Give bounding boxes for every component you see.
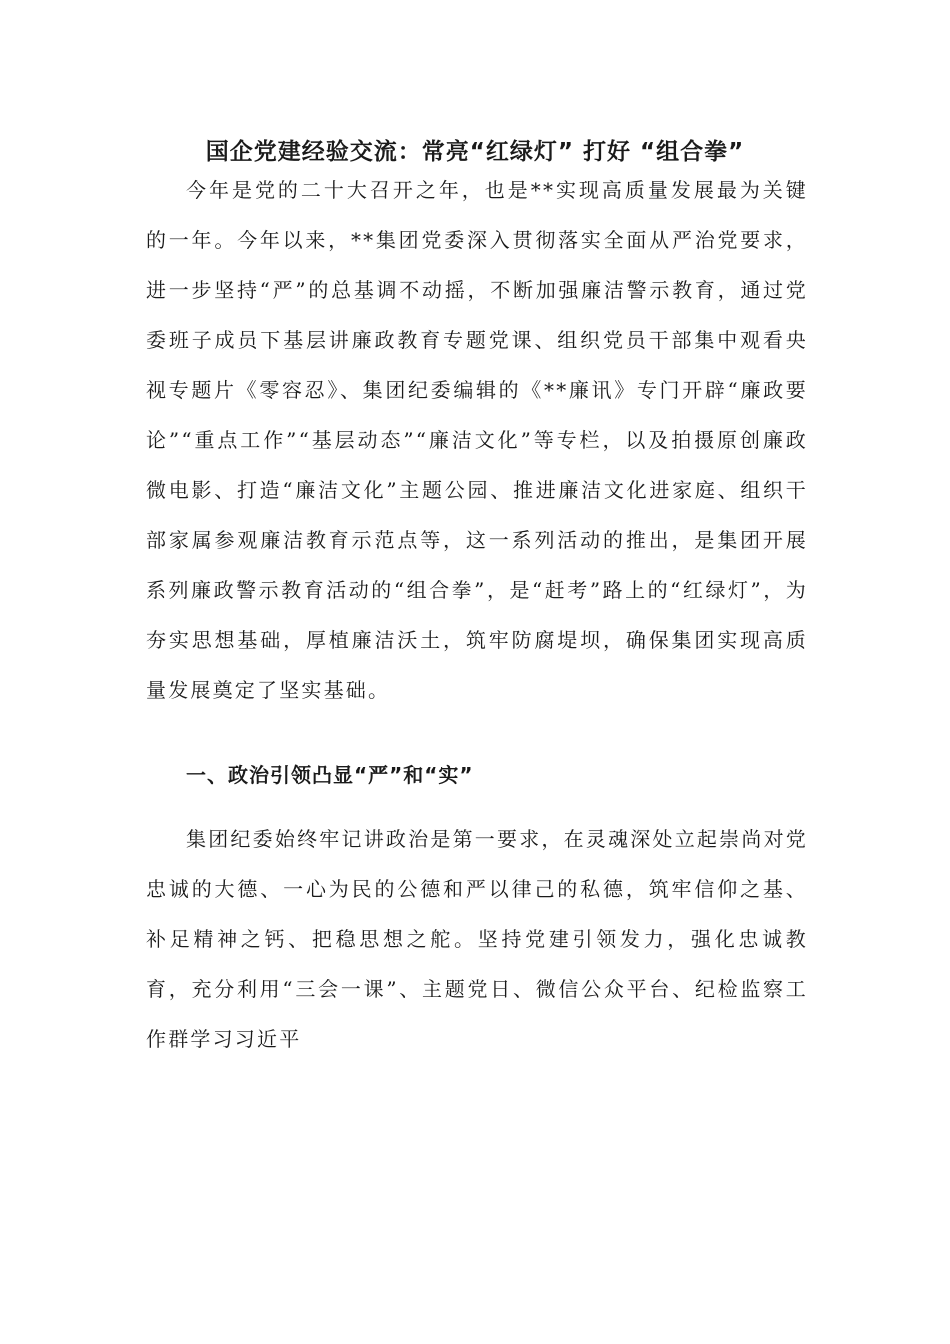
document-title: 国企党建经验交流：常亮“红绿灯” 打好 “组合拳” bbox=[205, 139, 745, 165]
body-paragraph: 今年是党的二十大召开之年，也是**实现高质量发展最为关键的一年。今年以来，**集团党委深入贯彻落实全面从严治党要求，进一步坚持“严”的总基调不动摇，不断加强廉洁警示教育，通过党委班子成员下基层讲廉政教育专题党课、组织党员干部集中观看央视专题片《零容忍》、集团纪委编辑的《**廉讯》专门开辟“廉政要论”“重点工作”“基层动态”“廉洁文化”等专栏，以及拍摄原创廉政微电影、打造“廉洁文化”主题公园、推进廉洁文化进家庭、组织干部家属参观廉洁教育示范点等，这一系列活动的推出，是集团开展系列廉政警示教育活动的“组合拳”，是“赶考”路上的“红绿灯”，为夯实思想基础，厚植廉洁沃土，筑牢防腐堤坝，确保集团实现高质量发展奠定了坚实基础。 bbox=[146, 178, 808, 702]
body-paragraph: 集团纪委始终牢记讲政治是第一要求，在灵魂深处立起崇尚对党忠诚的大德、一心为民的公德和严以律己的私德，筑牢信仰之基、补足精神之钙、把稳思想之舵。坚持党建引领发力，强化忠诚教育，充分利用“三会一课”、主题党日、微信公众平台、纪检监察工作群学习习近平 bbox=[146, 827, 808, 1051]
section-heading: 一、政治引领凸显“严”和“实” bbox=[186, 763, 474, 787]
